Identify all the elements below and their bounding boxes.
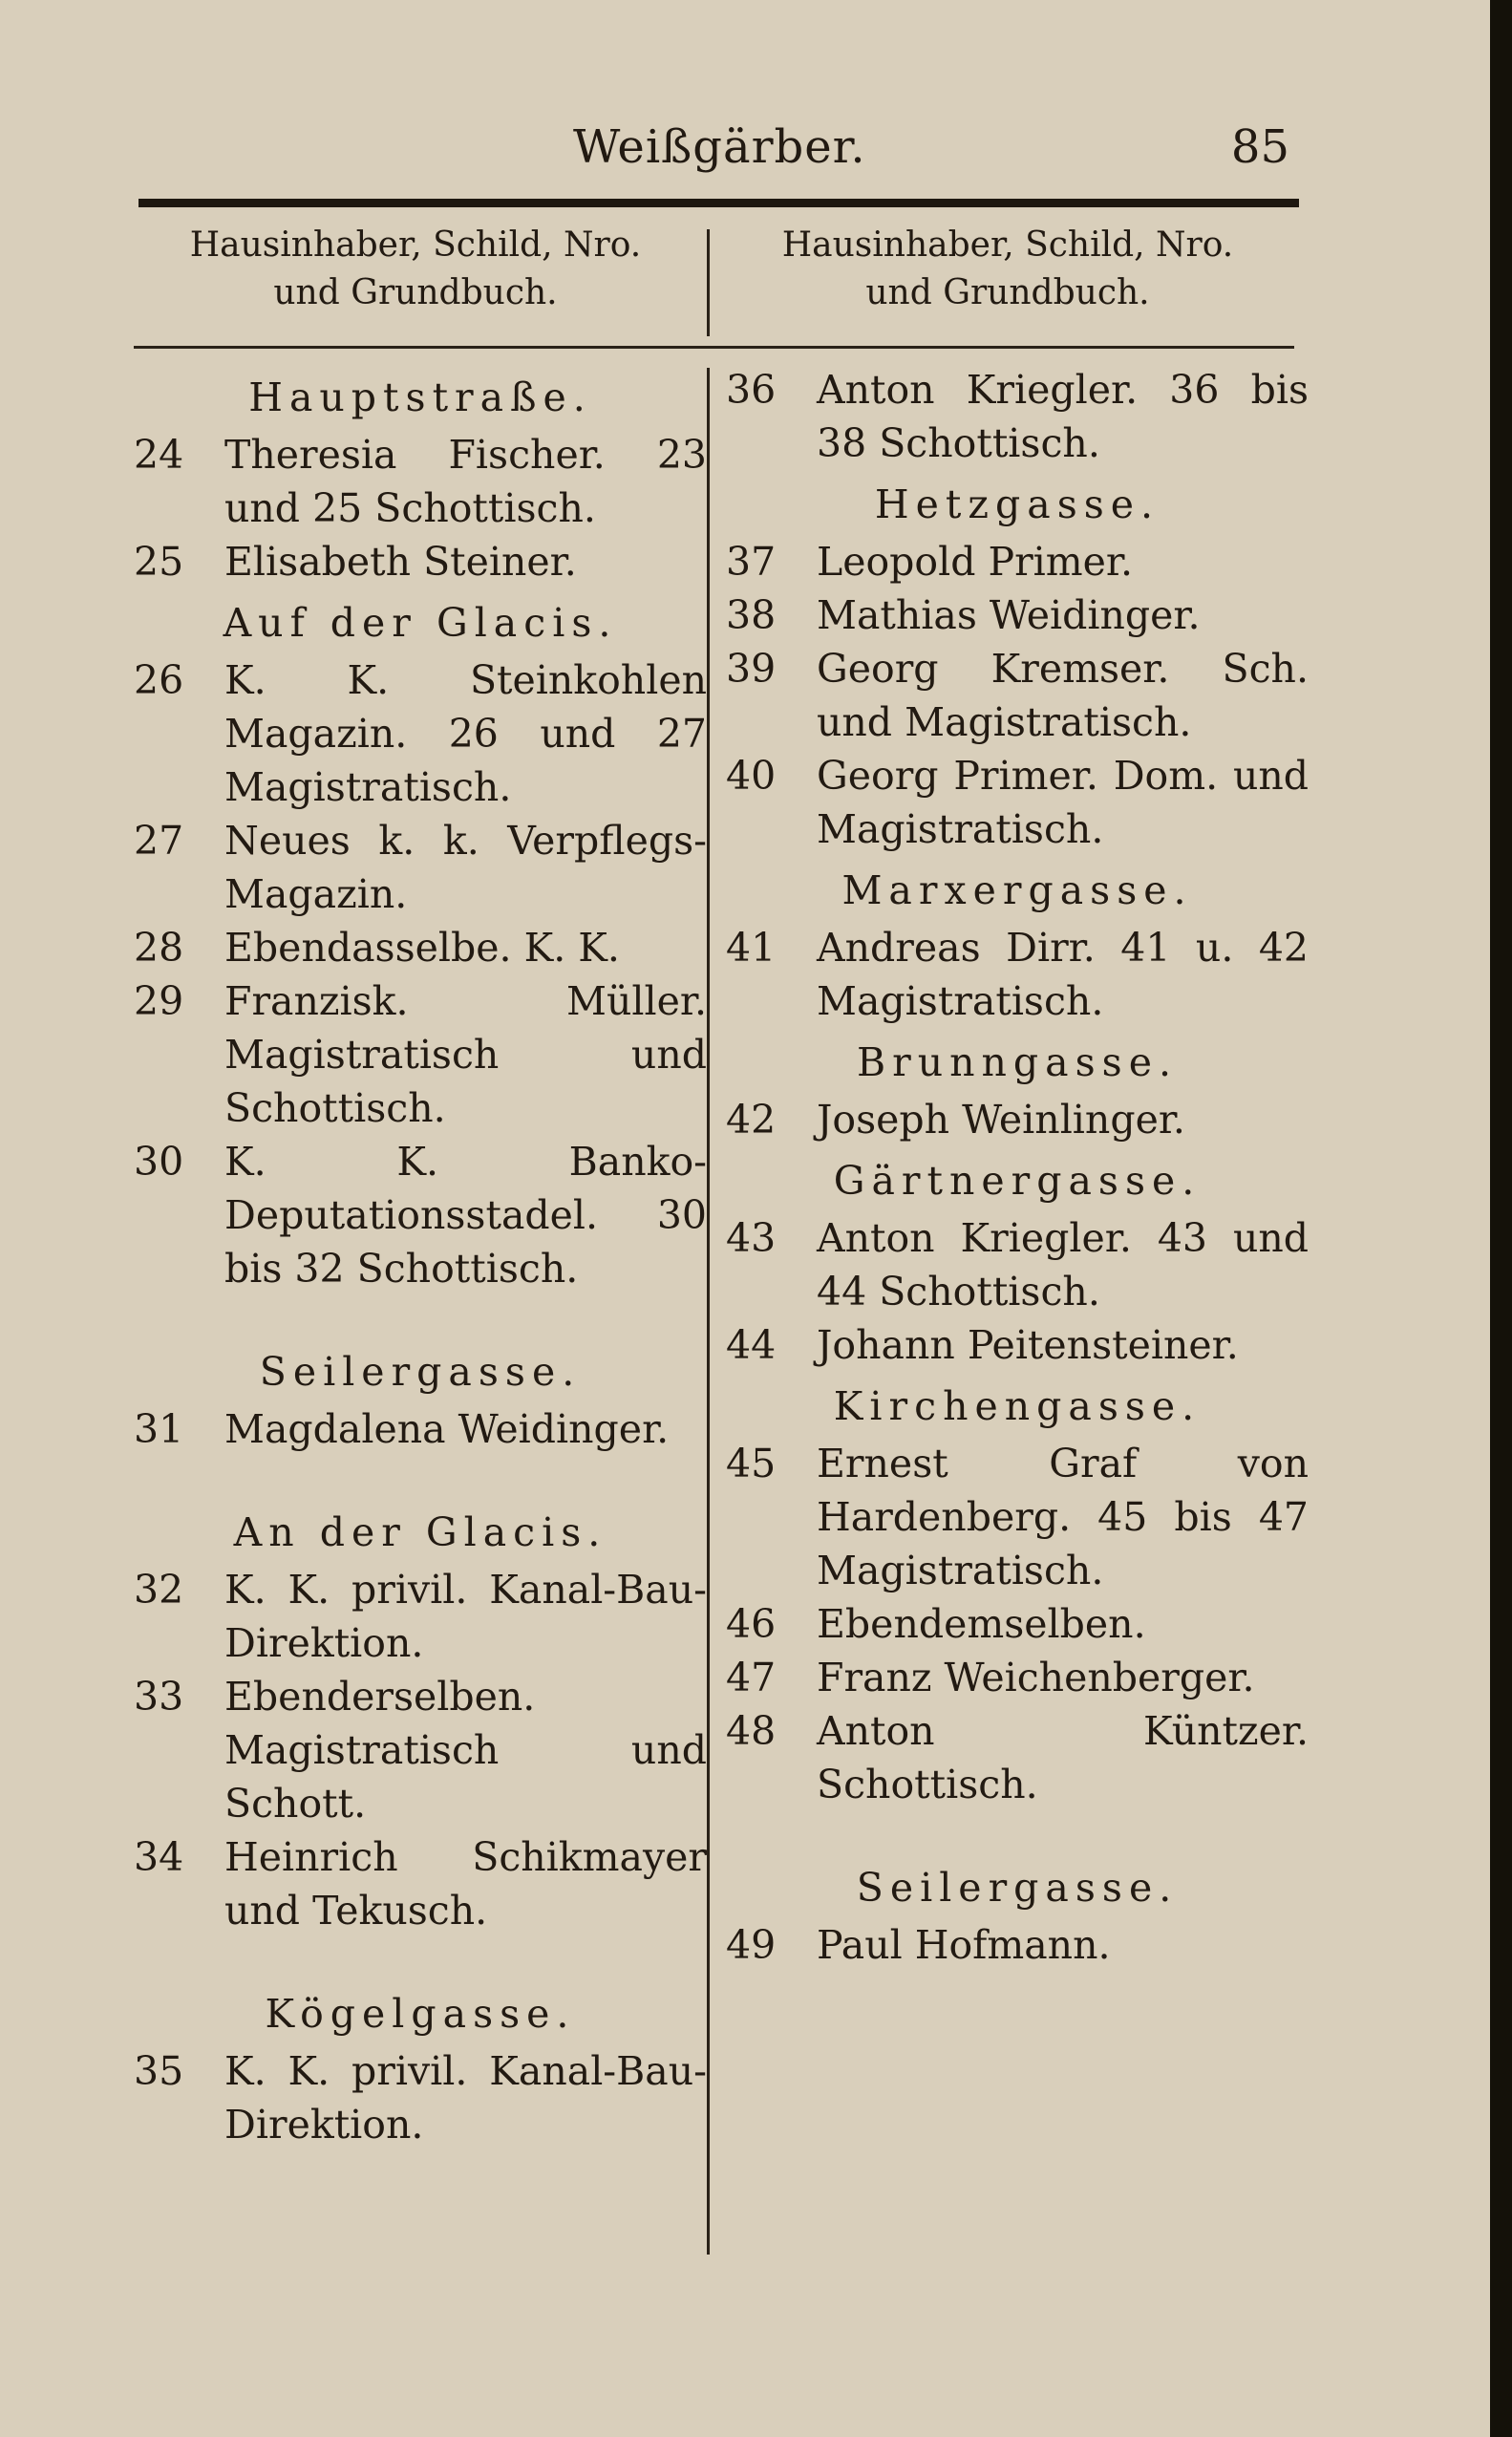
entry-text: Anton Küntzer. Schottisch. bbox=[817, 1708, 1309, 1807]
house-number: 29 bbox=[134, 978, 184, 1024]
entry-text: K. K. privil. Kanal-Bau-Direktion. bbox=[224, 2048, 707, 2148]
house-number: 30 bbox=[134, 1139, 184, 1185]
house-number: 37 bbox=[726, 539, 777, 585]
house-entry bbox=[134, 1135, 707, 1295]
entry-text: Franzisk. Müller. Magistratisch und Schottisch. bbox=[224, 978, 707, 1131]
left-heading-line2: und Grundbuch. bbox=[273, 273, 558, 312]
house-entry bbox=[134, 1402, 707, 1456]
street-heading: Auf der Glacis. bbox=[223, 600, 618, 646]
entry-text: Franz Weichenberger. bbox=[817, 1655, 1255, 1700]
street-heading: Kirchengasse. bbox=[833, 1383, 1202, 1429]
header-rule bbox=[138, 199, 1299, 207]
house-entry bbox=[134, 1670, 707, 1830]
street-heading: Hauptstraße. bbox=[248, 374, 592, 420]
entry-text: Elisabeth Steiner. bbox=[224, 539, 577, 585]
entry-text: Theresia Fischer. 23 und 25 Schottisch. bbox=[224, 432, 707, 531]
house-entry bbox=[134, 921, 707, 974]
street-heading: Seilergasse. bbox=[856, 1865, 1179, 1911]
house-number: 27 bbox=[134, 818, 184, 864]
house-number: 40 bbox=[726, 753, 777, 799]
house-number: 48 bbox=[726, 1708, 777, 1754]
house-number: 24 bbox=[134, 432, 184, 478]
street-heading: Hetzgasse. bbox=[874, 481, 1161, 527]
entry-text: Joseph Weinlinger. bbox=[817, 1097, 1185, 1143]
house-entry bbox=[726, 921, 1309, 1028]
right-column-heading bbox=[721, 222, 1294, 336]
house-entry bbox=[726, 1437, 1309, 1597]
heading-rule bbox=[134, 346, 1294, 349]
house-number: 34 bbox=[134, 1834, 184, 1880]
house-entry bbox=[726, 1597, 1309, 1651]
house-entry bbox=[134, 974, 707, 1135]
house-number: 36 bbox=[726, 367, 777, 413]
right-heading-line1: Hausinhaber, Schild, Nro. bbox=[781, 225, 1234, 265]
house-number: 43 bbox=[726, 1215, 777, 1261]
house-number: 45 bbox=[726, 1441, 777, 1486]
entry-text: Magdalena Weidinger. bbox=[224, 1406, 670, 1452]
entry-text: Ernest Graf von Hardenberg. 45 bis 47 Magistratisch. bbox=[817, 1441, 1309, 1593]
entry-text: Mathias Weidinger. bbox=[817, 592, 1201, 638]
heading-column-divider bbox=[707, 229, 710, 336]
street-heading: Kögelgasse. bbox=[265, 1991, 576, 2037]
left-column-heading bbox=[129, 222, 702, 336]
house-number: 38 bbox=[726, 592, 777, 638]
house-number: 31 bbox=[134, 1406, 184, 1452]
entry-text: K. K. Banko-Deputationsstadel. 30 bis 32 Schottisch. bbox=[224, 1139, 707, 1292]
house-entry bbox=[726, 1093, 1309, 1146]
house-number: 28 bbox=[134, 925, 184, 971]
house-number: 49 bbox=[726, 1922, 777, 1968]
house-number: 26 bbox=[134, 657, 184, 703]
house-entry bbox=[134, 2044, 707, 2151]
entry-text: Heinrich Schikmayer und Tekusch. bbox=[224, 1834, 707, 1934]
house-entry bbox=[726, 1318, 1309, 1372]
entry-text: Neues k. k. Verpflegs-Magazin. bbox=[224, 818, 707, 917]
house-entry bbox=[726, 1918, 1309, 1972]
left-heading-line1: Hausinhaber, Schild, Nro. bbox=[189, 225, 642, 265]
house-entry bbox=[134, 1563, 707, 1670]
house-entry bbox=[726, 642, 1309, 749]
house-number: 46 bbox=[726, 1601, 777, 1647]
street-heading: Seilergasse. bbox=[259, 1349, 582, 1395]
left-column bbox=[134, 363, 707, 2151]
house-entry bbox=[134, 814, 707, 921]
house-entry bbox=[134, 428, 707, 535]
entry-text: K. K. privil. Kanal-Bau-Direktion. bbox=[224, 1567, 707, 1666]
right-heading-line2: und Grundbuch. bbox=[865, 273, 1150, 312]
house-entry bbox=[134, 1830, 707, 1937]
entry-text: Leopold Primer. bbox=[817, 539, 1134, 585]
house-number: 35 bbox=[134, 2048, 184, 2094]
entry-text: Ebendemselben. bbox=[817, 1601, 1146, 1647]
entry-text: Ebenderselben. Magistratisch und Schott. bbox=[224, 1674, 707, 1827]
house-entry bbox=[134, 653, 707, 814]
running-title: Weißgärber. bbox=[573, 120, 866, 174]
house-entry bbox=[726, 588, 1309, 642]
house-entry bbox=[726, 535, 1309, 588]
entry-text: K. K. Steinkohlen Magazin. 26 und 27 Magistratisch. bbox=[224, 657, 707, 810]
house-number: 44 bbox=[726, 1322, 777, 1368]
entry-text: Johann Peitensteiner. bbox=[817, 1322, 1239, 1368]
entry-text: Anton Kriegler. 43 und 44 Schottisch. bbox=[817, 1215, 1309, 1315]
house-entry bbox=[726, 749, 1309, 856]
house-entry bbox=[726, 1704, 1309, 1811]
street-heading: Brunngasse. bbox=[856, 1039, 1178, 1085]
column-divider bbox=[707, 368, 710, 2255]
page-header bbox=[134, 115, 1299, 191]
house-entry bbox=[134, 535, 707, 588]
entry-text: Andreas Dirr. 41 u. 42 Magistratisch. bbox=[817, 925, 1309, 1024]
entry-text: Paul Hofmann. bbox=[817, 1922, 1111, 1968]
page-edge-shadow bbox=[1490, 0, 1512, 2437]
page-number: 85 bbox=[1230, 120, 1289, 174]
entry-text: Ebendasselbe. K. K. bbox=[224, 925, 620, 971]
house-number: 47 bbox=[726, 1655, 777, 1700]
right-column bbox=[726, 363, 1309, 1972]
house-entry bbox=[726, 1651, 1309, 1704]
entry-text: Anton Kriegler. 36 bis 38 Schottisch. bbox=[817, 367, 1309, 466]
house-number: 33 bbox=[134, 1674, 184, 1720]
house-number: 32 bbox=[134, 1567, 184, 1613]
house-number: 25 bbox=[134, 539, 184, 585]
house-entry bbox=[726, 363, 1309, 470]
house-number: 39 bbox=[726, 646, 777, 692]
entry-text: Georg Primer. Dom. und Magistratisch. bbox=[817, 753, 1309, 852]
house-entry bbox=[726, 1211, 1309, 1318]
street-heading: An der Glacis. bbox=[233, 1509, 607, 1555]
street-heading: Marxergasse. bbox=[841, 867, 1193, 913]
street-heading: Gärtnergasse. bbox=[833, 1158, 1202, 1204]
entry-text: Georg Kremser. Sch. und Magistratisch. bbox=[817, 646, 1309, 745]
house-number: 41 bbox=[726, 925, 777, 971]
house-number: 42 bbox=[726, 1097, 777, 1143]
